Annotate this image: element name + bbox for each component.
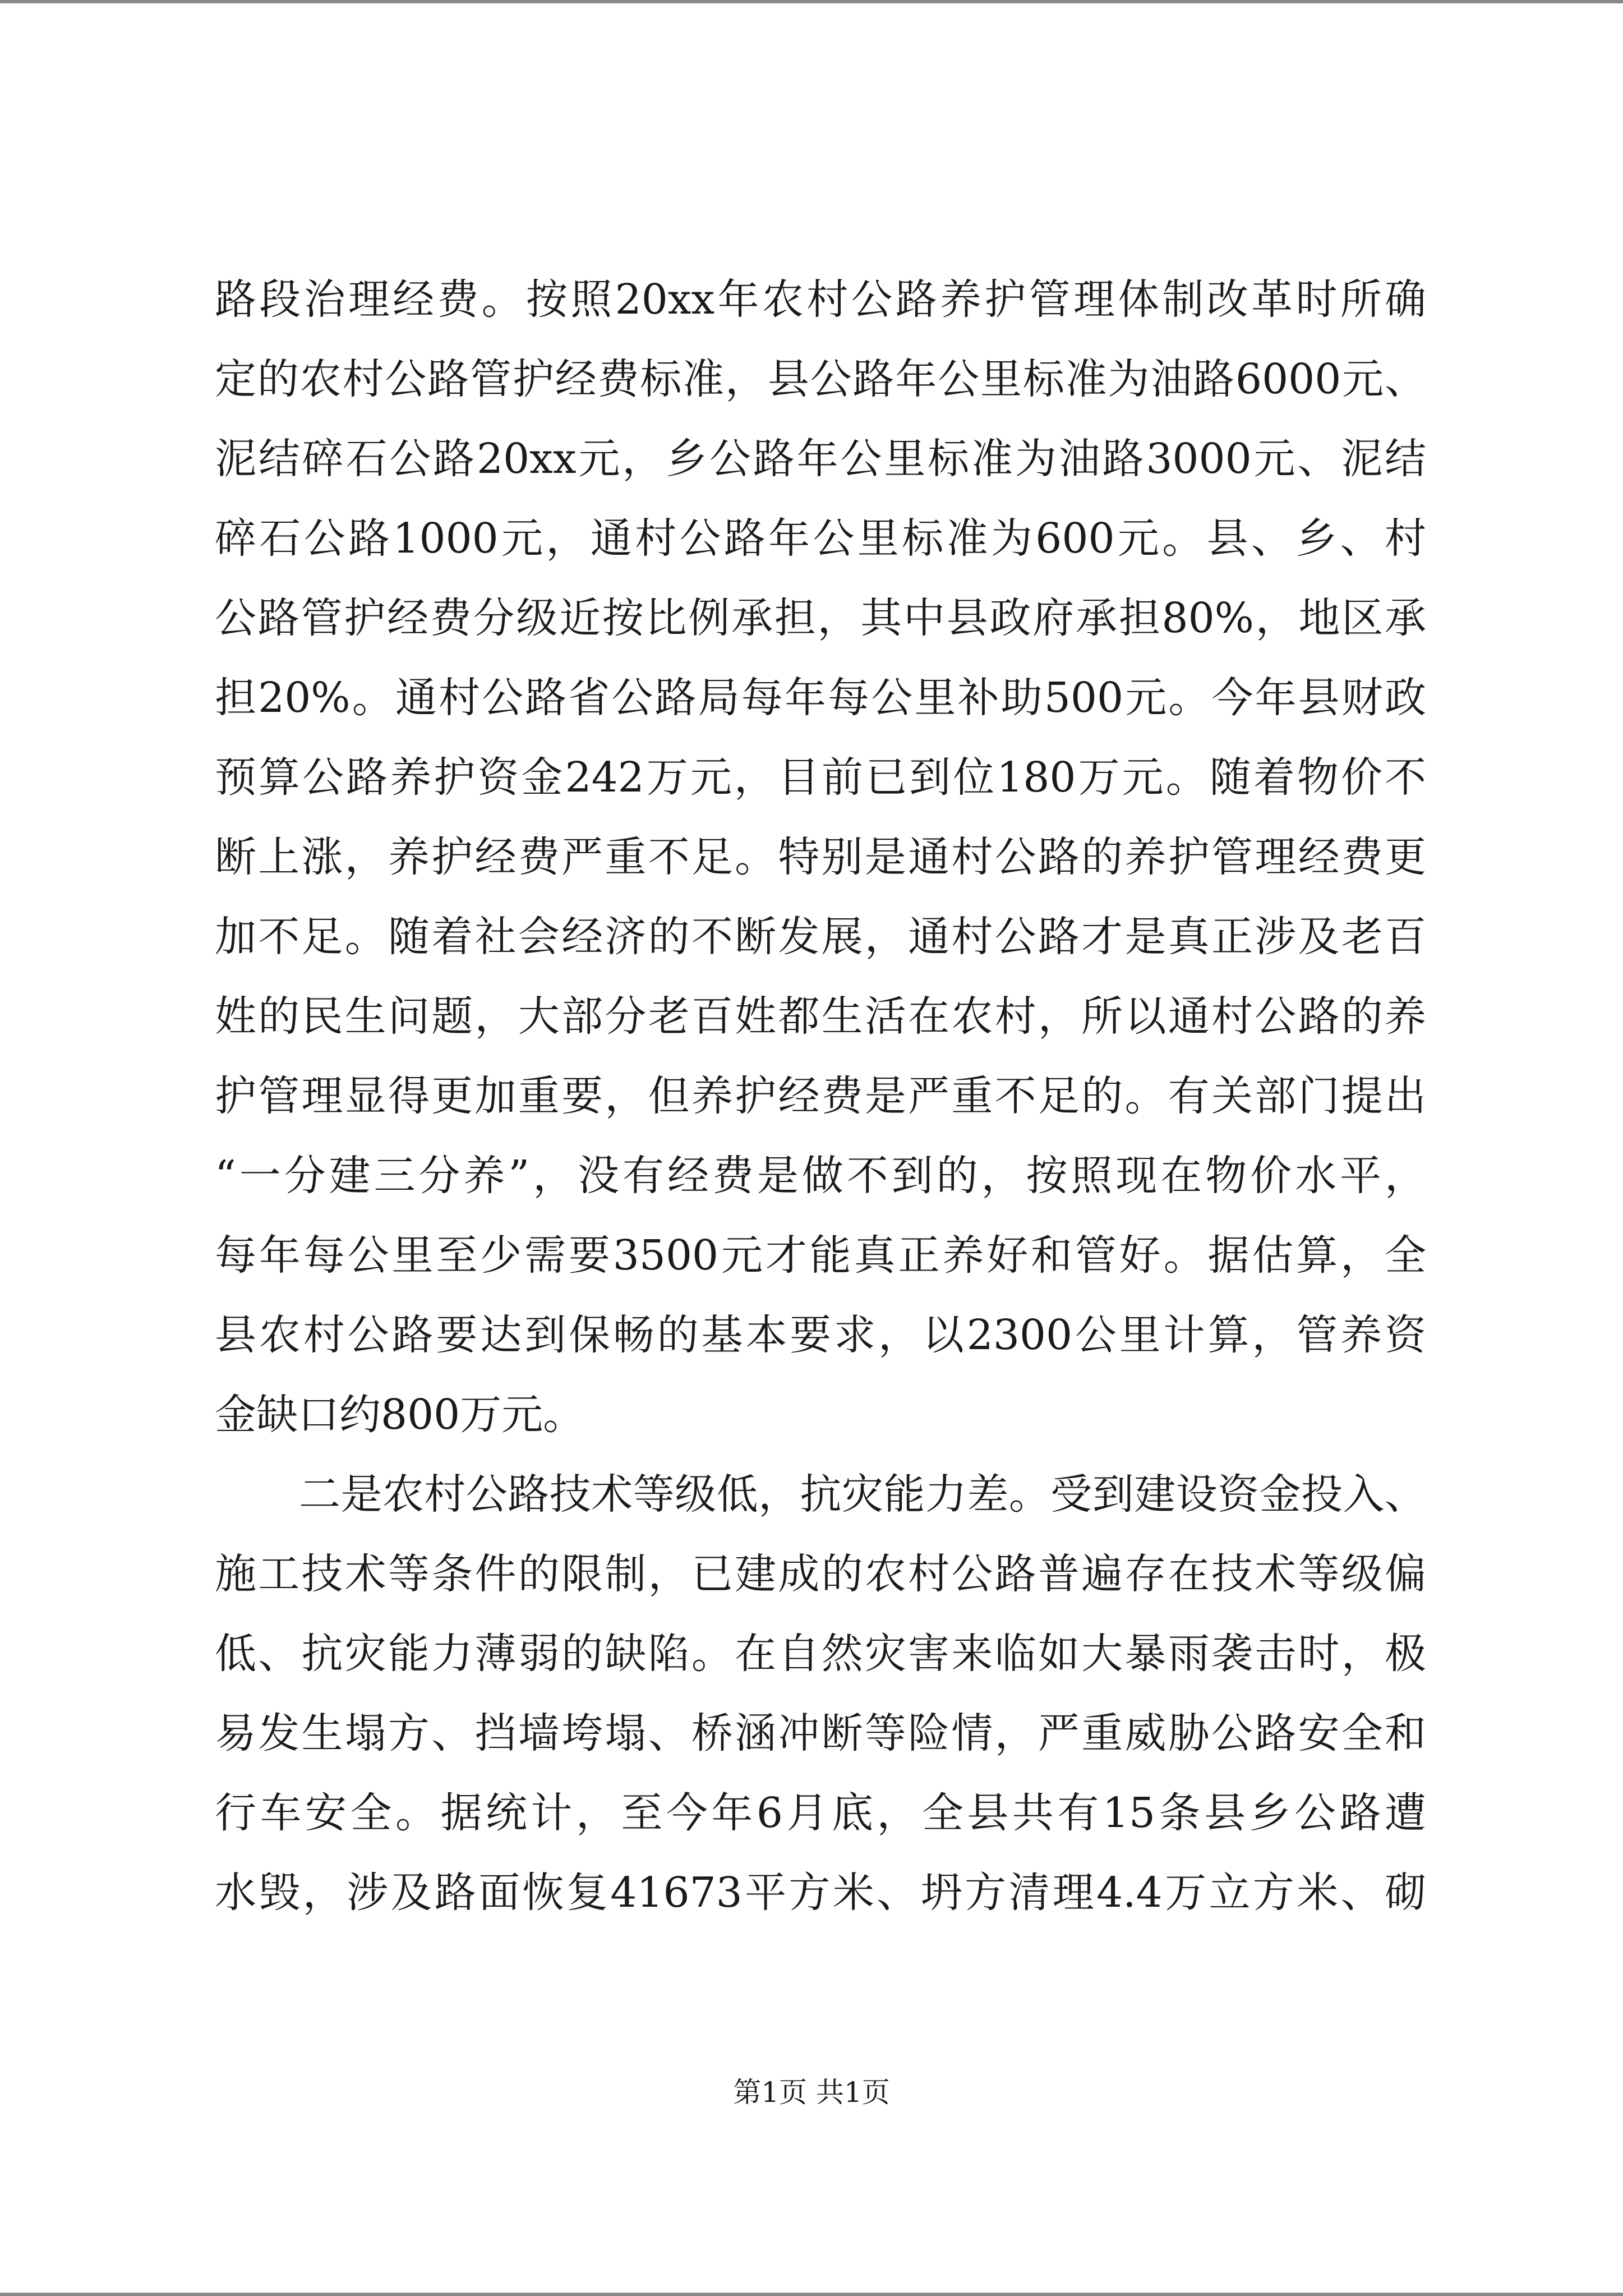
paragraph-1 <box>215 260 1426 1455</box>
page-footer: 第1页 共1页 <box>733 2076 890 2109</box>
text-line: 断上涨，养护经费严重不足。特别是通村公路的养护管理经费更 <box>215 833 1426 881</box>
document-body <box>215 260 1426 1932</box>
text-line: 公路管护经费分级近按比例承担，其中县政府承担80%，地区承 <box>215 594 1426 642</box>
text-line: 姓的民生问题，大部分老百姓都生活在农村，所以通村公路的养 <box>215 992 1426 1041</box>
text-line: 路段治理经费。按照20xx年农村公路养护管理体制改革时所确 <box>215 275 1426 324</box>
text-line: 水毁，涉及路面恢复41673平方米、坍方清理4.4万立方米、砌 <box>215 1869 1426 1917</box>
text-line: 每年每公里至少需要3500元才能真正养好和管好。据估算，全 <box>215 1231 1426 1280</box>
text-line: 金缺口约800万元。 <box>215 1391 585 1439</box>
text-line: 泥结碎石公路20xx元，乡公路年公里标准为油路3000元、泥结 <box>215 435 1426 483</box>
top-edge-line <box>0 0 1623 3</box>
text-line: “一分建三分养”，没有经费是做不到的，按照现在物价水平， <box>215 1152 1426 1200</box>
text-line: 低、抗灾能力薄弱的缺陷。在自然灾害来临如大暴雨袭击时，极 <box>215 1630 1426 1678</box>
text-line: 二是农村公路技术等级低，抗灾能力差。受到建设资金投入、 <box>299 1470 1426 1519</box>
text-line: 担20%。通村公路省公路局每年每公里补助500元。今年县财政 <box>215 674 1426 722</box>
text-line: 护管理显得更加重要，但养护经费是严重不足的。有关部门提出 <box>215 1072 1426 1120</box>
text-line: 碎石公路1000元，通村公路年公里标准为600元。县、乡、村 <box>215 514 1426 563</box>
text-line: 易发生塌方、挡墙垮塌、桥涵冲断等险情，严重威胁公路安全和 <box>215 1709 1426 1757</box>
text-line: 定的农村公路管护经费标准，县公路年公里标准为油路6000元、 <box>215 355 1426 403</box>
bottom-edge-line <box>0 2293 1623 2296</box>
paragraph-2 <box>215 1455 1426 1932</box>
text-line: 行车安全。据统计，至今年6月底，全县共有15条县乡公路遭 <box>215 1789 1426 1837</box>
text-line: 加不足。随着社会经济的不断发展，通村公路才是真正涉及老百 <box>215 913 1426 961</box>
text-line: 施工技术等条件的限制，已建成的农村公路普遍存在技术等级偏 <box>215 1550 1426 1598</box>
text-line: 县农村公路要达到保畅的基本要求，以2300公里计算，管养资 <box>215 1311 1426 1359</box>
text-line: 预算公路养护资金242万元，目前已到位180万元。随着物价不 <box>215 753 1426 802</box>
